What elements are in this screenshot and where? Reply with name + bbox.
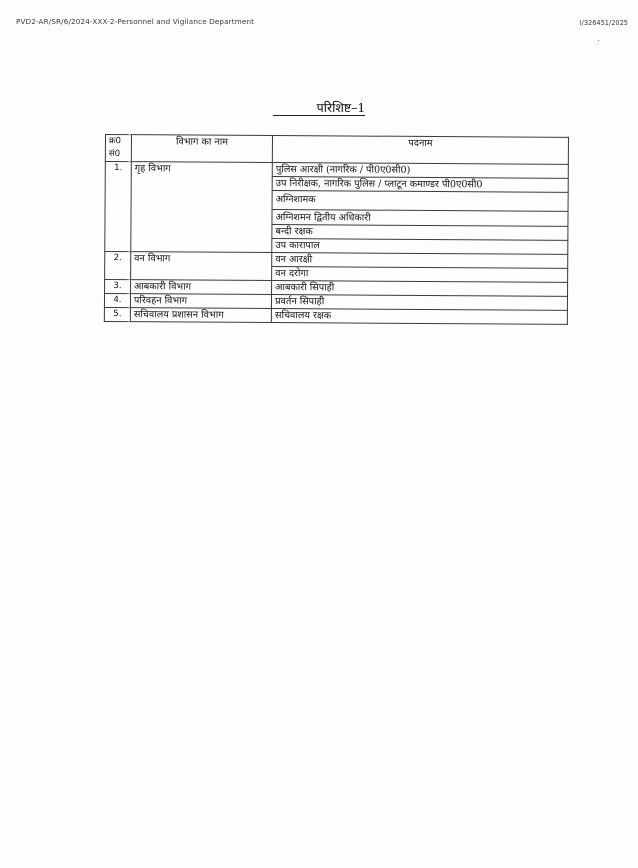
post-cell: सचिवालय रक्षक (271, 309, 567, 325)
serial-cell: 1. (105, 162, 131, 252)
page-title (0, 100, 638, 116)
post-cell: अग्निशामक (272, 191, 568, 212)
header-post: पदनाम (272, 136, 568, 165)
document-number: I/326451/2025 (579, 19, 628, 27)
table-row (105, 162, 568, 179)
serial-cell: 4. (104, 294, 130, 308)
serial-cell: 5. (104, 307, 130, 321)
annexure-table (104, 134, 569, 325)
department-cell: परिवहन विभाग (130, 294, 271, 309)
table-row (105, 252, 568, 269)
post-cell: वन दरोगा (272, 267, 568, 283)
department-cell: आबकारी विभाग (130, 280, 271, 295)
reference-number: PVD2-AR/SR/6/2024-XXX-2-Personnel and Vigilance Department (16, 17, 255, 26)
department-cell: वन विभाग (131, 252, 272, 281)
serial-cell: 2. (105, 252, 131, 280)
post-cell: उप निरीक्षक, नागरिक पुलिस / प्लाटून कमाण्डर पी0ए0सी0 (272, 177, 568, 193)
department-cell: गृह विभाग (131, 162, 273, 253)
header-serial: क्र0 सं0 (105, 135, 131, 162)
table-header-row (105, 135, 568, 165)
post-cell: उप कारापाल (272, 239, 568, 255)
post-cell: आबकारी सिपाही (272, 281, 568, 297)
table-row (104, 307, 567, 324)
annexure-title: परिशिष्ट–1 (273, 100, 366, 116)
department-cell: सचिवालय प्रशासन विभाग (130, 308, 271, 323)
post-cell: पुलिस आरक्षी (नागरिक / पी0ए0सी0) (272, 163, 568, 179)
header-department: विभाग का नाम (131, 135, 272, 163)
scan-speck (598, 40, 599, 41)
post-cell: वन आरक्षी (272, 253, 568, 269)
serial-cell: 3. (105, 280, 131, 294)
post-cell: अग्निशमन द्वितीय अधिकारी (272, 210, 568, 227)
post-cell: प्रवर्तन सिपाही (272, 295, 568, 311)
post-cell: बन्दी रक्षक (272, 225, 568, 241)
